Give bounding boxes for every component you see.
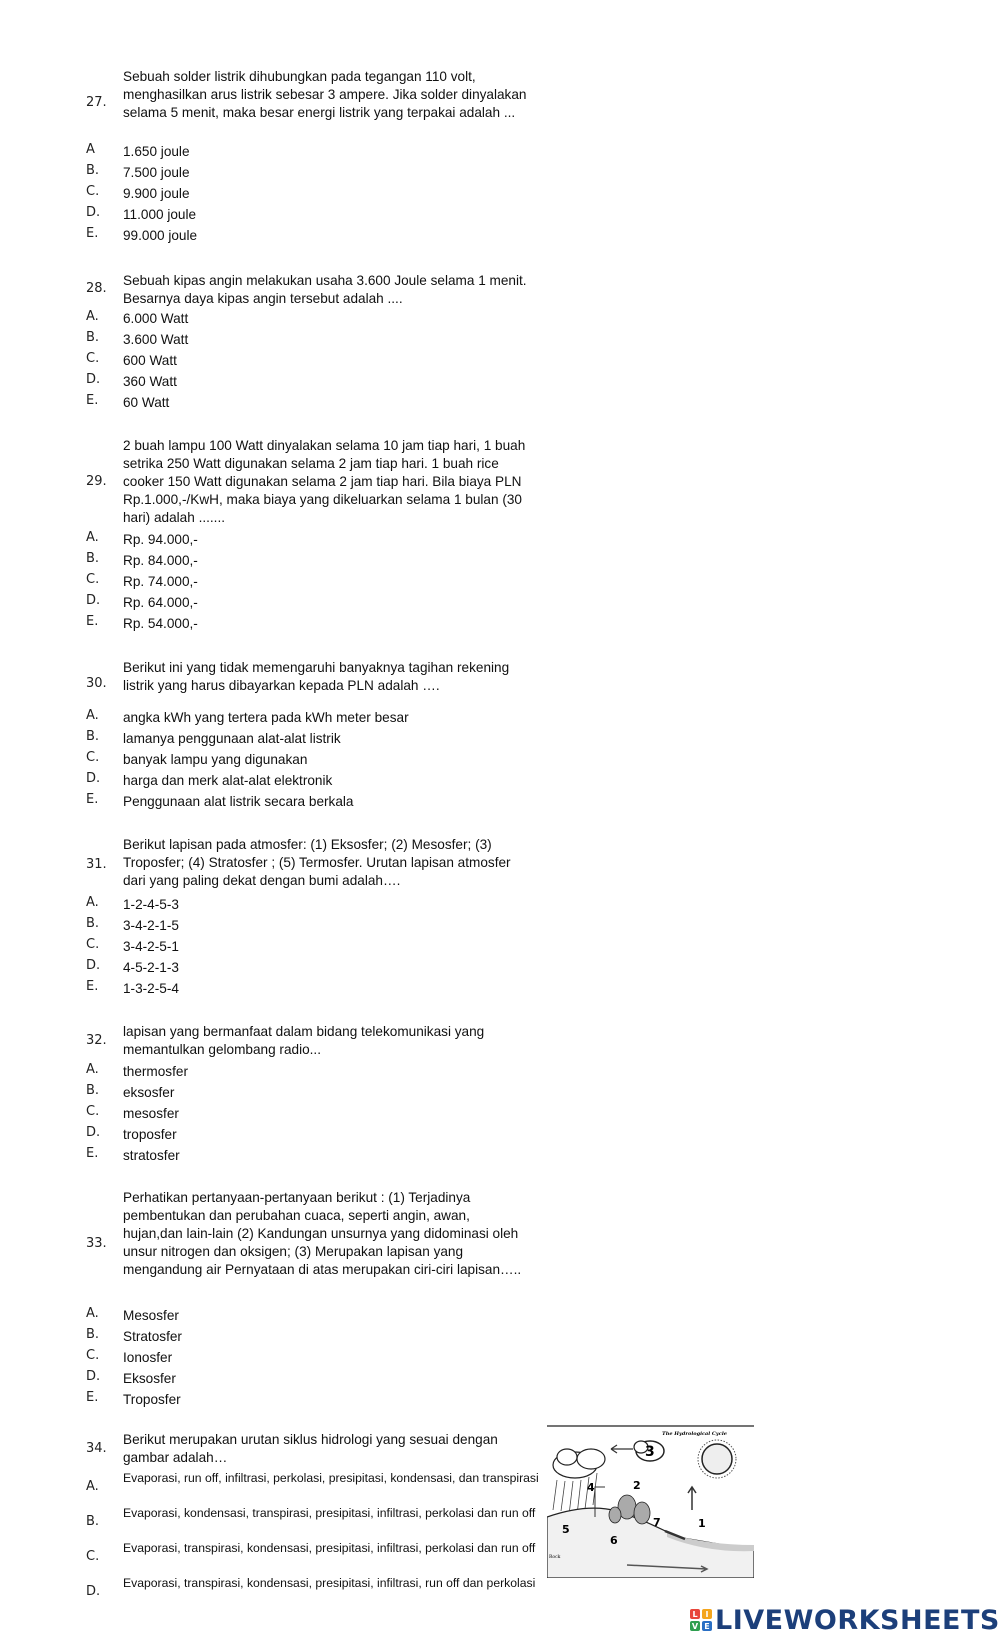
question-number: 34. bbox=[86, 1441, 107, 1456]
option-letter: C. bbox=[86, 1348, 100, 1363]
option-letter: D. bbox=[86, 372, 101, 387]
option-text: banyak lampu yang digunakan bbox=[123, 752, 308, 767]
label-7: 7 bbox=[653, 1516, 661, 1529]
question-text: Perhatikan pertanyaan-pertanyaan berikut : (1) Terjadinya pembentukan dan perubahan cuaca, seperti angin, awan, hujan,dan lain-lain (2) Kandungan unsurnya yang didominasi oleh unsur nitrogen dan oksigen; (3) Merupakan lapisan yang mengandung air Pernyataan di atas merupakan ciri-ciri lapisan….. bbox=[123, 1190, 522, 1277]
option-text: 3-4-2-1-5 bbox=[123, 918, 179, 933]
option-text: Evaporasi, transpirasi, kondensasi, presipitasi, infiltrasi, perkolasi dan run off bbox=[123, 1541, 536, 1555]
option-letter: A. bbox=[86, 309, 99, 324]
option-letter: C. bbox=[86, 1104, 100, 1119]
option-text: 11.000 joule bbox=[123, 207, 197, 222]
option-letter: E. bbox=[86, 226, 99, 241]
option-letter: C. bbox=[86, 572, 100, 587]
option-text: 99.000 joule bbox=[123, 228, 198, 243]
option-letter: A. bbox=[86, 1062, 99, 1077]
option-text: Troposfer bbox=[123, 1392, 181, 1407]
label-2: 2 bbox=[633, 1479, 641, 1492]
question-text: Sebuah kipas angin melakukan usaha 3.600 Joule selama 1 menit. Besarnya daya kipas angin tersebut adalah .... bbox=[123, 273, 527, 306]
question-number: 33. bbox=[86, 1236, 107, 1251]
option-letter: E. bbox=[86, 614, 99, 629]
option-text: 1-3-2-5-4 bbox=[123, 981, 179, 996]
option-text: thermosfer bbox=[123, 1064, 188, 1079]
option-text: lamanya penggunaan alat-alat listrik bbox=[123, 731, 341, 746]
condensation-arrow bbox=[611, 1445, 633, 1453]
option-letter: D. bbox=[86, 1584, 101, 1599]
option-letter: C. bbox=[86, 184, 100, 199]
option-text: Penggunaan alat listrik secara berkala bbox=[123, 794, 354, 809]
option-text: Stratosfer bbox=[123, 1329, 182, 1344]
option-letter: A. bbox=[86, 708, 99, 723]
label-4: 4 bbox=[587, 1481, 595, 1494]
option-text: Mesosfer bbox=[123, 1308, 179, 1323]
option-letter: C. bbox=[86, 351, 100, 366]
option-text: eksosfer bbox=[123, 1085, 175, 1100]
option-text: Evaporasi, run off, infiltrasi, perkolasi, presipitasi, kondensasi, dan transpirasi bbox=[123, 1471, 539, 1485]
question-text: 2 buah lampu 100 Watt dinyalakan selama 10 jam tiap hari, 1 buah setrika 250 Watt digunakan selama 2 jam tiap hari. 1 buah rice cooker 150 Watt digunakan selama 2 jam tiap hari. Bila biaya PLN Rp.1.000,-/KwH, maka biaya yang dikeluarkan selama 1 bulan (30 hari) adalah ....... bbox=[123, 438, 526, 525]
option-letter: C. bbox=[86, 937, 100, 952]
label-3: 3 bbox=[645, 1444, 655, 1460]
question-text: Berikut ini yang tidak memengaruhi banyaknya tagihan rekening listrik yang harus dibayarkan kepada PLN adalah …. bbox=[123, 660, 510, 693]
option-text: 3-4-2-5-1 bbox=[123, 939, 179, 954]
label-5: 5 bbox=[562, 1523, 570, 1536]
option-text: 3.600 Watt bbox=[123, 332, 189, 347]
option-text: stratosfer bbox=[123, 1148, 180, 1163]
option-letter: B. bbox=[86, 551, 100, 566]
option-text: mesosfer bbox=[123, 1106, 179, 1121]
option-letter: E. bbox=[86, 979, 99, 994]
question-number: 29. bbox=[86, 474, 107, 489]
rock-label: Rock bbox=[549, 1555, 561, 1560]
question-text: lapisan yang bermanfaat dalam bidang telekomunikasi yang memantulkan gelombang radio... bbox=[123, 1024, 485, 1057]
option-letter: A. bbox=[86, 895, 99, 910]
hydrological-cycle-diagram bbox=[547, 1425, 754, 1578]
option-letter: E. bbox=[86, 1390, 99, 1405]
option-letter: B. bbox=[86, 916, 100, 931]
option-text: 360 Watt bbox=[123, 374, 177, 389]
option-letter: D. bbox=[86, 593, 101, 608]
question-text: Berikut lapisan pada atmosfer: (1) Eksosfer; (2) Mesosfer; (3) Troposfer; (4) Stratosfer ; (5) Termosfer. Urutan lapisan atmosfer dari yang paling dekat dengan bumi adalah…. bbox=[123, 837, 511, 888]
option-letter: E. bbox=[86, 393, 99, 408]
option-text: 9.900 joule bbox=[123, 186, 190, 201]
option-text: 7.500 joule bbox=[123, 165, 190, 180]
option-letter: A. bbox=[86, 1306, 99, 1321]
option-letter: B. bbox=[86, 1514, 100, 1529]
ground-shape bbox=[547, 1508, 754, 1578]
label-1: 1 bbox=[698, 1517, 706, 1530]
logo-mark-i: I bbox=[702, 1609, 712, 1619]
option-text: Rp. 54.000,- bbox=[123, 616, 198, 631]
option-text: Rp. 94.000,- bbox=[123, 532, 198, 547]
option-text: 600 Watt bbox=[123, 353, 177, 368]
liveworksheets-logo bbox=[690, 1604, 1000, 1636]
question-number: 32. bbox=[86, 1033, 107, 1048]
option-letter: A bbox=[86, 142, 95, 157]
option-letter: D. bbox=[86, 771, 101, 786]
option-text: Evaporasi, kondensasi, transpirasi, presipitasi, infiltrasi, perkolasi dan run off bbox=[123, 1506, 536, 1520]
option-letter: B. bbox=[86, 1083, 100, 1098]
option-letter: D. bbox=[86, 1125, 101, 1140]
option-text: 1-2-4-5-3 bbox=[123, 897, 179, 912]
logo-mark-l: L bbox=[690, 1609, 700, 1619]
sun-icon bbox=[698, 1440, 736, 1478]
option-letter: A. bbox=[86, 530, 99, 545]
option-text: Rp. 84.000,- bbox=[123, 553, 198, 568]
option-text: troposfer bbox=[123, 1127, 177, 1142]
evaporation-arrow bbox=[688, 1487, 696, 1510]
option-letter: C. bbox=[86, 1549, 100, 1564]
logo-mark-v: V bbox=[691, 1621, 699, 1631]
option-letter: B. bbox=[86, 729, 100, 744]
option-letter: B. bbox=[86, 163, 100, 178]
question-number: 28. bbox=[86, 281, 107, 296]
option-text: harga dan merk alat-alat elektronik bbox=[123, 773, 333, 788]
option-text: Eksosfer bbox=[123, 1371, 176, 1386]
logo-mark-e: E bbox=[702, 1621, 712, 1631]
option-text: 6.000 Watt bbox=[123, 311, 189, 326]
question-text: Berikut merupakan urutan siklus hidrologi yang sesuai dengan gambar adalah… bbox=[123, 1432, 498, 1465]
label-6: 6 bbox=[610, 1534, 618, 1547]
option-letter: A. bbox=[86, 1479, 99, 1494]
option-text: Rp. 74.000,- bbox=[123, 574, 198, 589]
option-letter: B. bbox=[86, 330, 100, 345]
option-text: Rp. 64.000,- bbox=[123, 595, 198, 610]
logo-mark-icon bbox=[690, 1609, 712, 1631]
question-text: Sebuah solder listrik dihubungkan pada tegangan 110 volt, menghasilkan arus listrik sebesar 3 ampere. Jika solder dinyalakan selama 5 menit, maka besar energi listrik yang terpakai adalah ... bbox=[123, 69, 527, 120]
diagram-title: The Hydrological Cycle bbox=[662, 1431, 727, 1437]
option-text: 1.650 joule bbox=[123, 144, 190, 159]
option-text: Evaporasi, transpirasi, kondensasi, presipitasi, infiltrasi, run off dan perkolasi bbox=[123, 1576, 536, 1590]
option-letter: D. bbox=[86, 205, 101, 220]
question-number: 30. bbox=[86, 676, 107, 691]
option-letter: E. bbox=[86, 1146, 99, 1161]
option-letter: C. bbox=[86, 750, 100, 765]
option-text: Ionosfer bbox=[123, 1350, 173, 1365]
option-text: 60 Watt bbox=[123, 395, 170, 410]
option-letter: B. bbox=[86, 1327, 100, 1342]
option-letter: D. bbox=[86, 1369, 101, 1384]
option-letter: E. bbox=[86, 792, 99, 807]
option-letter: D. bbox=[86, 958, 101, 973]
logo-text: LIVEWORKSHEETS bbox=[715, 1604, 1000, 1636]
option-text: 4-5-2-1-3 bbox=[123, 960, 179, 975]
question-number: 31. bbox=[86, 857, 107, 872]
question-number: 27. bbox=[86, 95, 107, 110]
option-text: angka kWh yang tertera pada kWh meter besar bbox=[123, 710, 409, 725]
